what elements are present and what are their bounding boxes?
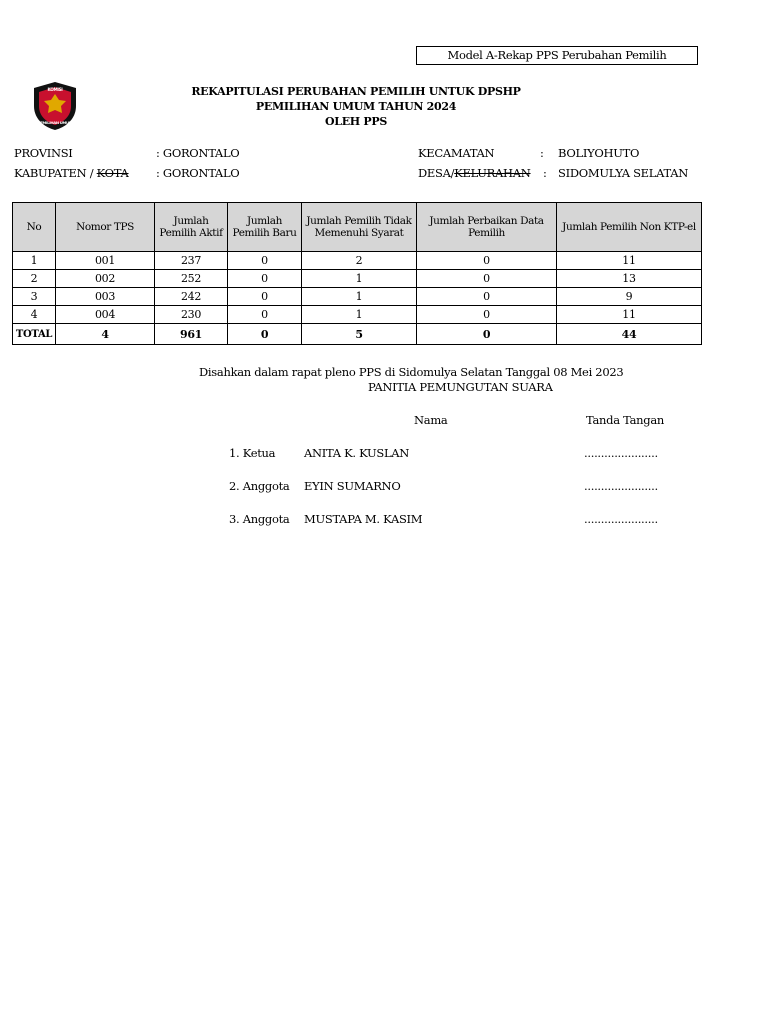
header-perbaikan-data: Jumlah Perbaikan Data Pemilih <box>417 203 557 252</box>
desa-value: SIDOMULYA SELATAN <box>558 166 688 180</box>
signer-name: EYIN SUMARNO <box>304 479 401 493</box>
header-pemilih-baru: Jumlah Pemilih Baru <box>228 203 302 252</box>
cell-tms: 2 <box>302 252 417 270</box>
header-pemilih-aktif: Jumlah Pemilih Aktif <box>155 203 228 252</box>
table-row <box>13 252 702 270</box>
cell-tps: 001 <box>56 252 155 270</box>
signer-role: 1. Ketua <box>229 446 276 460</box>
header-pemilih-tms: Jumlah Pemilih Tidak Memenuhi Syarat <box>302 203 417 252</box>
desa-colon: : <box>543 166 547 180</box>
total-tms: 5 <box>302 324 417 345</box>
table-header-row <box>13 203 702 252</box>
cell-perbaikan: 0 <box>417 288 557 306</box>
cell-aktif: 237 <box>155 252 228 270</box>
tanda-tangan-header: Tanda Tangan <box>586 413 664 427</box>
cell-tms: 1 <box>302 270 417 288</box>
committee-name: PANITIA PEMUNGUTAN SUARA <box>368 380 553 394</box>
title-line-2: PEMILIHAN UMUM TAHUN 2024 <box>255 100 457 113</box>
cell-tms: 1 <box>302 288 417 306</box>
form-code-box: Model A-Rekap PPS Perubahan Pemilih <box>416 46 698 65</box>
desa-label <box>418 166 531 180</box>
cell-nonktp: 13 <box>557 270 702 288</box>
kabupaten-value: : GORONTALO <box>156 166 240 180</box>
cell-aktif: 252 <box>155 270 228 288</box>
cell-baru: 0 <box>228 306 302 324</box>
cell-aktif: 230 <box>155 306 228 324</box>
cell-baru: 0 <box>228 270 302 288</box>
svg-text:PEMILIHAN UMUM: PEMILIHAN UMUM <box>37 120 73 125</box>
kelurahan-struck-text: KELURAHAN <box>454 166 531 180</box>
cell-no: 1 <box>13 252 56 270</box>
cell-aktif: 242 <box>155 288 228 306</box>
svg-text:KOMISI: KOMISI <box>47 87 63 92</box>
total-aktif: 961 <box>155 324 228 345</box>
provinsi-value: : GORONTALO <box>156 146 240 160</box>
cell-tms: 1 <box>302 306 417 324</box>
signature-line: ...................... <box>584 512 658 526</box>
nama-header: Nama <box>414 413 448 427</box>
approval-statement: Disahkan dalam rapat pleno PPS di Sidomulya Selatan Tanggal 08 Mei 2023 <box>199 365 624 379</box>
total-tps: 4 <box>56 324 155 345</box>
signer-role: 2. Anggota <box>229 479 290 493</box>
table-row <box>13 270 702 288</box>
cell-perbaikan: 0 <box>417 270 557 288</box>
title-line-1: REKAPITULASI PERUBAHAN PEMILIH UNTUK DPSHP <box>191 85 521 98</box>
provinsi-label: PROVINSI <box>14 146 73 160</box>
kecamatan-colon: : <box>540 146 544 160</box>
signature-line: ...................... <box>584 479 658 493</box>
table-total-row <box>13 324 702 345</box>
cell-no: 4 <box>13 306 56 324</box>
kabupaten-label <box>14 166 129 180</box>
signer-role: 3. Anggota <box>229 512 290 526</box>
total-label: TOTAL <box>13 324 56 345</box>
total-baru: 0 <box>228 324 302 345</box>
signature-line: ...................... <box>584 446 658 460</box>
cell-perbaikan: 0 <box>417 306 557 324</box>
cell-tps: 004 <box>56 306 155 324</box>
signer-name: ANITA K. KUSLAN <box>304 446 410 460</box>
cell-baru: 0 <box>228 288 302 306</box>
table-row <box>13 288 702 306</box>
kota-struck-text: KOTA <box>96 166 129 180</box>
cell-perbaikan: 0 <box>417 252 557 270</box>
recap-table <box>12 202 702 345</box>
header-no: No <box>13 203 56 252</box>
signer-name: MUSTAPA M. KASIM <box>304 512 423 526</box>
cell-no: 2 <box>13 270 56 288</box>
cell-nonktp: 9 <box>557 288 702 306</box>
kecamatan-label: KECAMATAN <box>418 146 495 160</box>
total-perbaikan: 0 <box>417 324 557 345</box>
header-non-ktp: Jumlah Pemilih Non KTP-el <box>557 203 702 252</box>
cell-nonktp: 11 <box>557 252 702 270</box>
cell-tps: 002 <box>56 270 155 288</box>
cell-nonktp: 11 <box>557 306 702 324</box>
kecamatan-value: BOLIYOHUTO <box>558 146 640 160</box>
cell-no: 3 <box>13 288 56 306</box>
total-nonktp: 44 <box>557 324 702 345</box>
desa-label-text: DESA/ <box>418 166 455 180</box>
cell-baru: 0 <box>228 252 302 270</box>
title-line-3: OLEH PPS <box>324 115 387 128</box>
header-nomor-tps: Nomor TPS <box>56 203 155 252</box>
table-row <box>13 306 702 324</box>
kabupaten-label-text: KABUPATEN / <box>14 166 94 180</box>
cell-tps: 003 <box>56 288 155 306</box>
